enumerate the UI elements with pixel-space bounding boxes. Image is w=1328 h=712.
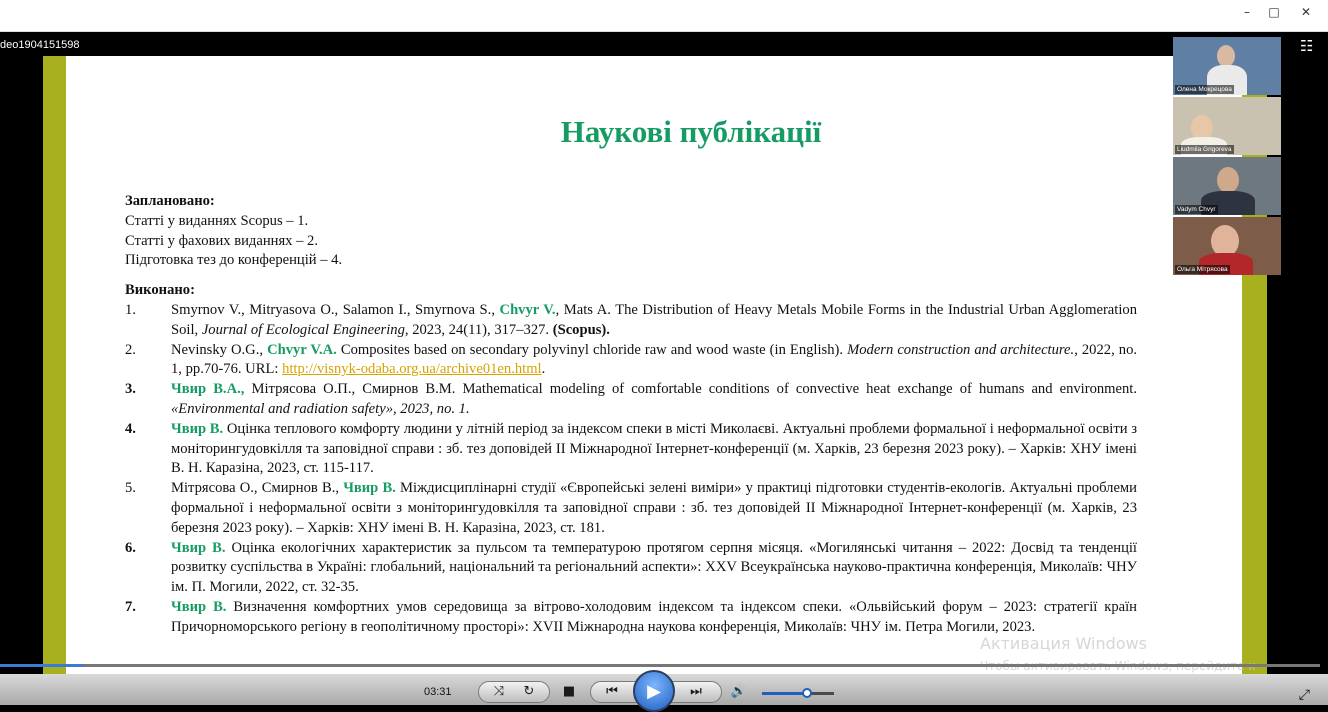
journal-name: Journal of Ecological Engineering	[201, 321, 405, 338]
author-highlight: Чвир В.	[171, 539, 226, 556]
close-icon: ✕	[1300, 5, 1312, 19]
publications-content	[125, 192, 1137, 638]
author-highlight: Чвир В.	[171, 420, 224, 437]
publication-number: 1.	[125, 301, 136, 318]
minimize-icon: –	[1244, 5, 1250, 19]
participant-panel	[1173, 37, 1281, 277]
scopus-tag: (Scopus).	[552, 321, 610, 338]
window-titlebar	[0, 0, 1328, 32]
close-button[interactable]	[1291, 0, 1321, 24]
author-highlight: Чвир В.	[343, 480, 396, 497]
planned-line: Підготовка тез до конференцій – 4.	[125, 252, 343, 269]
publication-text: Nevinsky O.G., Chvyr V.A. Composites based on secondary polyvinyl chloride raw and wood waste (in English). Modern construction and architecture., 2022, no. 1, pp.70-76. URL: http://visnyk-odaba.org.ua/archive01en.html.	[171, 341, 1138, 378]
previous-icon: ⏮	[606, 683, 618, 699]
publication-item	[125, 301, 1137, 341]
seek-bar-fill	[0, 664, 83, 667]
seek-bar[interactable]	[0, 664, 1320, 667]
participant-head	[1217, 45, 1235, 67]
publication-number: 7.	[125, 598, 136, 615]
publication-text: Чвир В. Оцінка екологічних характеристик за пульсом та температурою протягом серпня місяця. «Могилянські читання – 2022: Досвід та тенденції розвитку суспільства в Україні: глобальний, національний та регіональний аспекти»: XXV Всеукраїнська науково-практична конференція, Миколаїв: ЧНУ ім. П. Могили, 2022, ст. 32-35.	[171, 539, 1137, 596]
publication-item	[125, 380, 1137, 420]
layout-grid-icon[interactable]: ☷	[1300, 37, 1314, 55]
stop-button[interactable]	[558, 680, 580, 702]
player-controls	[0, 664, 1328, 705]
participant-tile[interactable]	[1173, 217, 1281, 275]
participant-name: Олена Мокрецова	[1177, 86, 1232, 93]
slide-title: Наукові публікації	[560, 114, 822, 149]
minimize-button[interactable]	[1232, 0, 1262, 24]
shuffle-icon: ⤨	[493, 683, 505, 699]
publication-item	[125, 598, 1137, 638]
repeat-button[interactable]	[518, 680, 540, 702]
participant-tile[interactable]	[1173, 37, 1281, 95]
journal-name: «Environmental and radiation safety», 2023, no. 1.	[171, 400, 470, 417]
mute-button[interactable]	[728, 680, 750, 702]
play-icon: ▶	[647, 680, 661, 702]
publication-number: 6.	[125, 539, 136, 556]
next-icon: ⏭	[690, 683, 702, 699]
publication-item	[125, 341, 1137, 381]
participant-name: Ольга Мітрясова	[1177, 266, 1228, 273]
planned-heading: Заплановано:	[125, 193, 215, 209]
participant-tile[interactable]	[1173, 157, 1281, 215]
volume-icon: 🔊	[730, 683, 748, 699]
participant-name: Liudmila Grigoreva	[1177, 146, 1232, 153]
maximize-button[interactable]	[1259, 0, 1289, 24]
publication-text: Чвир В. Оцінка теплового комфорту людини у літній період за індексом спеки в місті Миколаєві. Актуальні проблеми формальної і неформальної освіти з моніторингудовкілля та заповідної справи : зб. тез доповідей ІІ Міжнародної Інтернет-конференції (м. Харків, 23 березня 2023 року). – Харків: ХНУ імені В. Н. Каразіна, 2023, ст. 115-117.	[171, 420, 1137, 477]
volume-slider-handle[interactable]	[802, 688, 812, 698]
watermark-title: Активация Windows	[980, 634, 1147, 653]
next-button[interactable]	[684, 680, 708, 702]
journal-name: Modern construction and architecture.	[847, 341, 1075, 358]
play-button[interactable]	[633, 670, 675, 712]
participant-head	[1217, 167, 1239, 193]
publication-text: Smyrnov V., Mitryasova O., Salamon I., Smyrnova S., Chvyr V., Mats A. The Distribution of Heavy Metals Mobile Forms in the Industrial Urban Agglomeration Soil, Journal of Ecological Engineering, 2023, 24(11), 317–327. (Scopus).	[171, 301, 1137, 338]
expand-icon[interactable]: ⤢	[1298, 687, 1310, 703]
planned-line: Статті у фахових виданнях – 2.	[125, 232, 318, 249]
author-highlight: Chvyr V.	[499, 301, 556, 318]
publication-text: Чвир В.А., Мітрясова О.П., Смирнов В.М. Mathematical modeling of comfortable conditions of convective heat exchange of humans and environment. «Environmental and radiation safety», 2023, no. 1.	[171, 381, 1138, 417]
publication-item	[125, 479, 1137, 538]
shuffle-button[interactable]	[488, 680, 510, 702]
archive-link[interactable]: http://visnyk-odaba.org.ua/archive01en.html	[282, 361, 542, 378]
publication-number: 5.	[125, 480, 136, 497]
elapsed-time: 03:31	[424, 686, 452, 698]
participant-name: Vadym Chvyr	[1177, 206, 1216, 213]
publication-number: 2.	[125, 341, 136, 358]
publication-text: Чвир В. Визначення комфортних умов середовища за вітрово-холодовим індексом та індексом спеки. «Ольвійський форум – 2023: стратегії країн Причорноморського регіону в геополітичному просторі»: XVII Міжнародна наукова конференція, Миколаїв: ЧНУ ім. Петра Могили, 2023.	[171, 598, 1137, 635]
publication-item	[125, 539, 1137, 598]
publication-number: 3.	[125, 381, 136, 398]
video-filename: deo1904151598	[0, 39, 80, 51]
publication-number: 4.	[125, 420, 136, 437]
planned-line: Статті у виданнях Scopus – 1.	[125, 212, 309, 229]
publication-text: Мітрясова О., Смирнов В., Чвир В. Міждисциплінарні студії «Європейські зелені виміри» у практиці підготовки студентів-екологів. Актуальні проблеми формальної і неформальної освіти з моніторингудовкілля та заповідної справи : зб. тез доповідей ІІ Міжнародної Інтернет-конференції (м. Харків, 23 березня 2023 року). – Харків: ХНУ імені В. Н. Каразіна, 2023, ст. 181.	[171, 480, 1137, 536]
publication-item	[125, 420, 1137, 479]
done-heading: Виконано:	[125, 282, 195, 299]
stop-icon: ■	[562, 683, 576, 699]
author-highlight: Чвир В.	[171, 598, 227, 615]
previous-button[interactable]	[600, 680, 624, 702]
author-highlight: Chvyr V.A.	[267, 341, 337, 358]
maximize-icon: □	[1268, 5, 1280, 19]
repeat-icon: ↻	[523, 683, 535, 699]
author-highlight: Чвир В.А.,	[171, 381, 245, 398]
participant-tile[interactable]	[1173, 97, 1281, 155]
volume-slider[interactable]	[762, 692, 834, 695]
volume-slider-fill	[762, 692, 807, 695]
presentation-slide	[43, 56, 1267, 696]
